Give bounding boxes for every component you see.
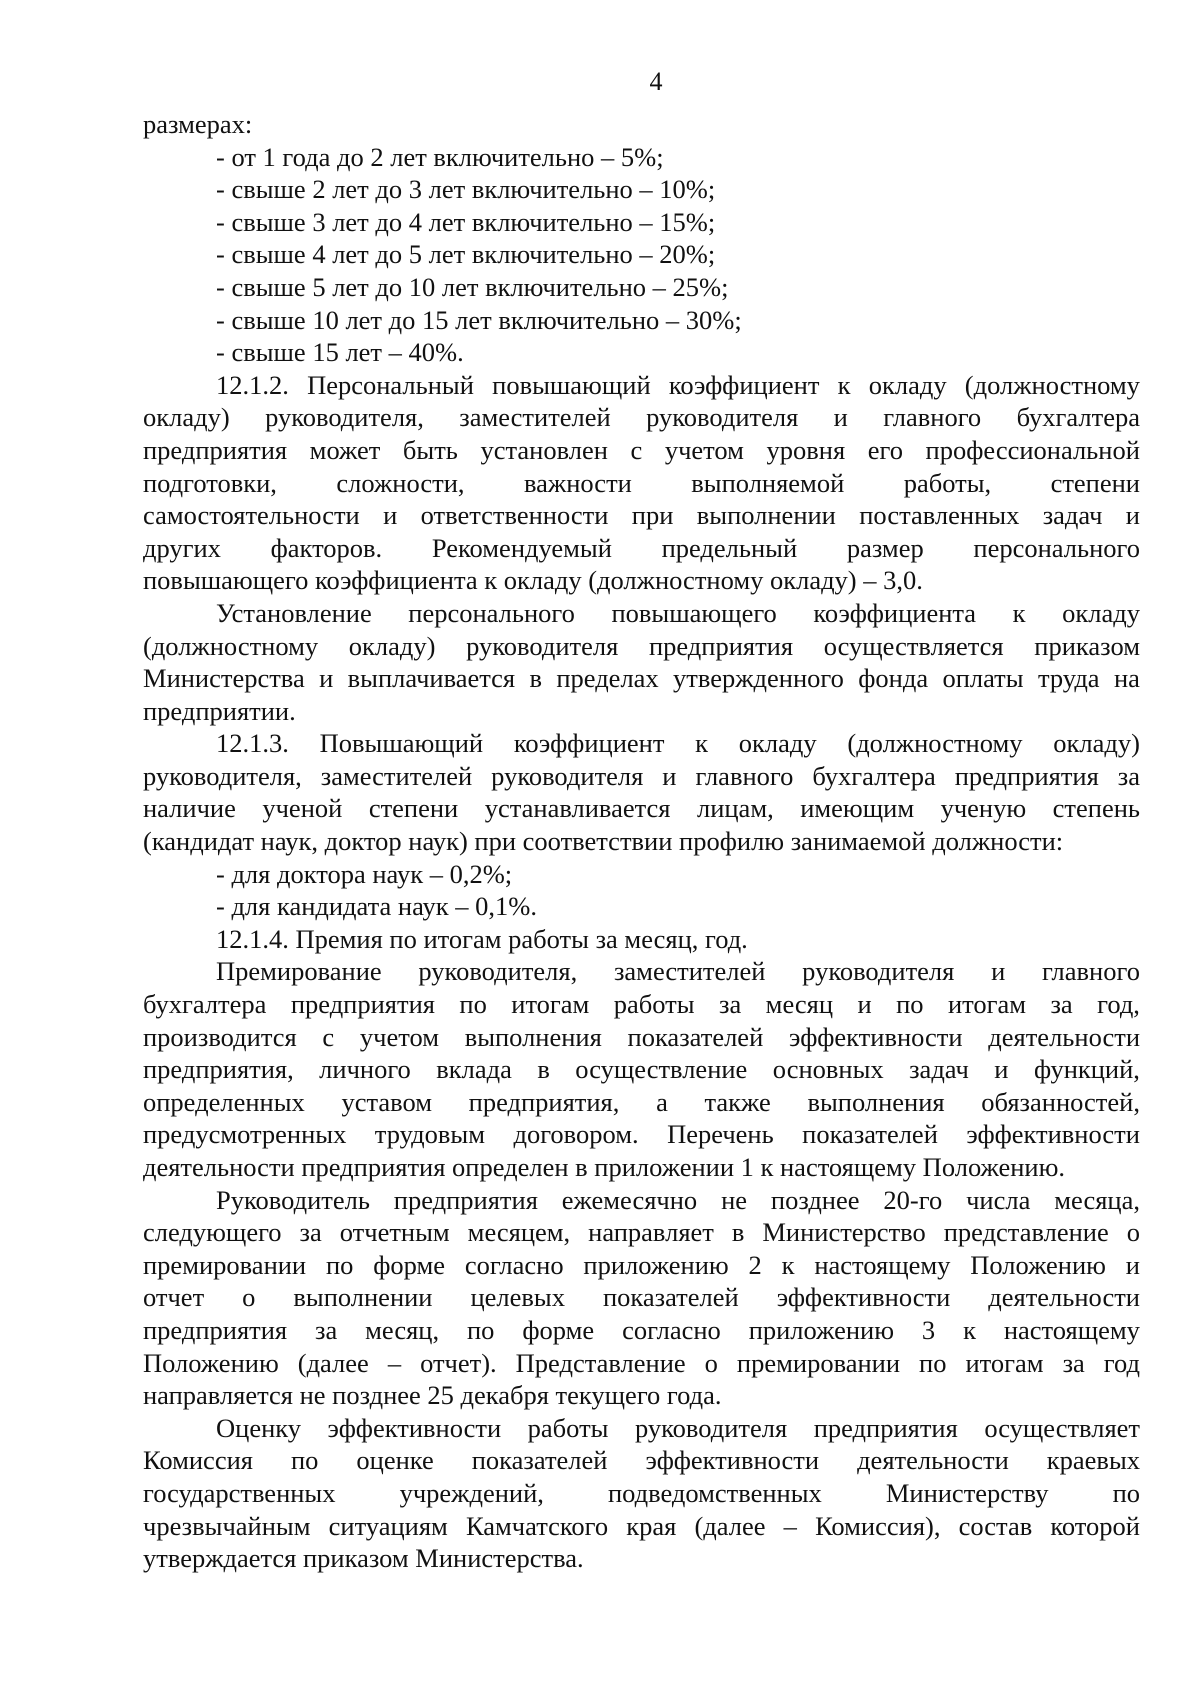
word: Установление [216, 597, 372, 628]
word: установлен [480, 434, 608, 465]
word: предприятия [290, 989, 435, 1020]
text-line [143, 1021, 1140, 1054]
word: направляет [588, 1217, 714, 1248]
word: по [325, 1249, 354, 1280]
word: деятельности [988, 1282, 1140, 1313]
word: Оценку [216, 1412, 302, 1443]
text-line [143, 1444, 1140, 1477]
word: а [656, 1086, 668, 1117]
paragraph-bonus-indicators [143, 955, 1140, 1183]
text-line [143, 1281, 1140, 1314]
word: коэффициент [513, 728, 665, 759]
word: предусмотренных [143, 1119, 347, 1150]
word: по [467, 1314, 495, 1345]
word: заместителей [613, 956, 766, 987]
word: осуществляет [984, 1412, 1140, 1443]
word: (далее [694, 1510, 766, 1541]
word: о [1126, 1217, 1140, 1248]
word: с [630, 434, 643, 465]
text-line [143, 1314, 1140, 1347]
word: к [695, 728, 709, 759]
word: 3 [921, 1314, 936, 1345]
word: факторов. [270, 532, 383, 563]
word: приложению [583, 1249, 729, 1280]
text-line: предприятии. [143, 695, 296, 726]
word: итогам [947, 989, 1027, 1020]
word: показателей [602, 1282, 739, 1313]
word: и [1125, 500, 1140, 531]
word: за [315, 1314, 338, 1345]
word: отчет). [420, 1347, 497, 1378]
word: его [867, 434, 903, 465]
word: бухгалтера [812, 760, 936, 791]
word: к [1012, 597, 1026, 628]
page-number: 4 [649, 67, 663, 96]
word: премировании [736, 1347, 901, 1378]
word: по [1112, 1477, 1140, 1508]
word: и [833, 402, 848, 433]
word: настоящему [1003, 1314, 1140, 1345]
word: важности [523, 467, 632, 498]
word: обязанностей, [981, 1086, 1140, 1117]
word: главного [883, 402, 982, 433]
word: месяцем, [467, 1217, 571, 1248]
word: и [383, 500, 398, 531]
word: производится [143, 1021, 297, 1052]
text-line [143, 1477, 1140, 1510]
word: окладу [738, 728, 817, 759]
word: окладу) [143, 402, 230, 433]
word: сложности, [336, 467, 465, 498]
word: итогам [511, 989, 590, 1020]
list-item: - свыше 2 лет до 3 лет включительно – 10%; [216, 174, 716, 205]
word: пределах [556, 663, 659, 694]
word: окладу [868, 369, 947, 400]
text-line [143, 532, 1140, 565]
word: осуществляется [823, 630, 1004, 661]
word: ежемесячно [561, 1184, 698, 1215]
word: персонального [973, 532, 1140, 563]
word: степень [1052, 793, 1140, 824]
degree-list [143, 858, 1140, 923]
word: согласно [622, 1314, 721, 1345]
text-line [143, 1510, 1140, 1543]
word: работы [613, 989, 695, 1020]
paragraph-12-1-3 [143, 727, 1140, 857]
word: показателей [627, 1021, 764, 1052]
word: предприятия, [468, 1086, 620, 1117]
word: в [529, 663, 542, 694]
text-line [143, 1118, 1140, 1151]
word: главного [695, 760, 794, 791]
word: к [837, 369, 851, 400]
word: не [721, 1184, 748, 1215]
word: отчет [143, 1282, 205, 1313]
word: выполняемой [691, 467, 845, 498]
word: наличие [143, 793, 236, 824]
word: руководителя [491, 760, 644, 791]
list-item: - свыше 15 лет – 40%. [216, 337, 464, 368]
word: к [963, 1314, 976, 1345]
word: представление [943, 1217, 1109, 1248]
word: эффективности [788, 1021, 963, 1052]
word: Камчатского [465, 1510, 609, 1541]
word: предельный [661, 532, 798, 563]
word: размер [846, 532, 924, 563]
text-line [143, 597, 1140, 630]
text-line [143, 662, 1140, 695]
word: к [781, 1249, 795, 1280]
word: договором. [513, 1119, 639, 1150]
word: имеющим [800, 793, 915, 824]
word: Комиссия), [815, 1510, 941, 1541]
list-item: - для кандидата наук – 0,1%. [216, 891, 537, 922]
word: эффективности [645, 1445, 820, 1476]
word: подготовки, [143, 467, 277, 498]
word: руководителя, [143, 760, 302, 791]
word: выполнения [464, 1021, 602, 1052]
word: бухгалтера [143, 989, 267, 1020]
word: фонда [858, 663, 929, 694]
word: форме [373, 1249, 446, 1280]
word: по [896, 989, 924, 1020]
word: и [857, 989, 872, 1020]
word: задач [1042, 500, 1103, 531]
word: ученую [940, 793, 1027, 824]
word: работы, [903, 467, 992, 498]
text-line [143, 727, 1140, 760]
word: государственных [143, 1477, 336, 1508]
word: (должностному [847, 728, 1023, 759]
word: Министерство [762, 1217, 926, 1248]
word: предприятия [143, 1314, 288, 1345]
word: может [309, 434, 381, 465]
word: целевых [470, 1282, 565, 1313]
word: личного [319, 1054, 411, 1085]
text-line: утверждается приказом Министерства. [143, 1543, 584, 1574]
list-item: - для доктора наук – 0,2%; [216, 858, 513, 889]
word: 12.1.2. [216, 369, 289, 400]
word: уровня [766, 434, 846, 465]
word: месяц, [365, 1314, 440, 1345]
word: Положению [143, 1347, 279, 1378]
word: осуществление [575, 1054, 748, 1085]
word: Рекомендуемый [431, 532, 612, 563]
word: ответственности [420, 500, 609, 531]
intro-line: размерах: [143, 109, 253, 139]
word: отчетным [339, 1217, 450, 1248]
word: чрезвычайным [143, 1510, 311, 1541]
word: Министерства [143, 663, 305, 694]
list-item: - свыше 5 лет до 10 лет включительно – 25%; [216, 271, 729, 302]
word: повышающий [492, 369, 651, 400]
text-line [143, 1347, 1140, 1380]
word: окладу) [1053, 728, 1140, 759]
word: Премирование [216, 956, 382, 987]
word: края [626, 1510, 677, 1541]
word: заместителей [459, 402, 611, 433]
text-line [143, 1053, 1140, 1086]
text-line [143, 499, 1140, 532]
word: 12.1.3. [216, 728, 289, 759]
word: за [1117, 760, 1140, 791]
word: премировании [143, 1249, 307, 1280]
word: и [1125, 1249, 1140, 1280]
text-line [143, 955, 1140, 988]
paragraph-commission [143, 1412, 1140, 1575]
word: уставом [341, 1086, 432, 1117]
word: и [319, 663, 334, 694]
word: ученой [262, 793, 343, 824]
word: деятельности [857, 1445, 1009, 1476]
word: трудовым [374, 1119, 486, 1150]
word: устанавливается [484, 793, 671, 824]
word: форме [522, 1314, 595, 1345]
tenure-list [143, 141, 1140, 369]
word: согласно [464, 1249, 564, 1280]
word: главного [1042, 956, 1140, 987]
text-line [143, 1412, 1140, 1445]
text-line [143, 401, 1140, 434]
word: оплаты [942, 663, 1024, 694]
word: степени [368, 793, 459, 824]
paragraph-monthly-report [143, 1184, 1140, 1412]
text-line: повышающего коэффициента к окладу (должностному окладу) – 3,0. [143, 565, 923, 596]
word: персонального [408, 597, 575, 628]
word: за [299, 1217, 322, 1248]
word: руководителя, [418, 956, 578, 987]
word: по [919, 1347, 947, 1378]
word: выполнения [807, 1086, 945, 1117]
word: эффективности [966, 1119, 1140, 1150]
word: выплачивается [347, 663, 516, 694]
word: позднее [770, 1184, 860, 1215]
word: окладу) [348, 630, 436, 661]
word: учреждений, [399, 1477, 544, 1508]
word: профессиональной [925, 434, 1140, 465]
word: степени [1050, 467, 1140, 498]
word: – [387, 1347, 402, 1378]
word: за [1062, 1347, 1085, 1378]
word: ситуациям [328, 1510, 448, 1541]
word: предприятия [143, 434, 288, 465]
text-line: направляется не позднее 25 декабря текущего года. [143, 1380, 722, 1411]
text-line [143, 369, 1140, 402]
word: следующего [143, 1217, 282, 1248]
word: бухгалтера [1016, 402, 1140, 433]
word: выполнении [696, 500, 836, 531]
word: о [242, 1282, 256, 1313]
word: руководителя [466, 630, 619, 661]
word: труда [1037, 663, 1100, 694]
text-line [143, 988, 1140, 1021]
word: которой [1050, 1510, 1140, 1541]
word: предприятия [954, 760, 1099, 791]
word: и [662, 760, 677, 791]
word: за [1050, 989, 1073, 1020]
word: за [719, 989, 742, 1020]
text-line [143, 1216, 1140, 1249]
list-item: - от 1 года до 2 лет включительно – 5%; [216, 141, 664, 172]
word: предприятия [813, 1412, 958, 1443]
word: предприятия [393, 1184, 538, 1215]
word: работы [527, 1412, 609, 1443]
word: руководителя [802, 956, 955, 987]
word: месяц [765, 989, 833, 1020]
text-line: деятельности предприятия определен в приложении 1 к настоящему Положению. [143, 1152, 1066, 1182]
word: Персональный [307, 369, 474, 400]
word: год [1103, 1347, 1140, 1378]
word: показателей [471, 1445, 608, 1476]
word: краевых [1046, 1445, 1140, 1476]
word: вклада [436, 1054, 512, 1085]
word: функций, [1033, 1054, 1140, 1085]
word: числа [966, 1184, 1031, 1215]
word: задач [909, 1054, 969, 1085]
word: коэффициента [813, 597, 977, 628]
word: предприятия, [143, 1054, 294, 1085]
word: также [704, 1086, 771, 1117]
word: эффективности [327, 1412, 502, 1443]
paragraph-personal-coefficient-order [143, 597, 1140, 727]
word: основных [772, 1054, 884, 1085]
word: заместителей [320, 760, 473, 791]
word: руководителя, [265, 402, 424, 433]
list-item: - свыше 10 лет до 15 лет включительно – 30%; [216, 304, 742, 335]
word: определенных [143, 1086, 305, 1117]
word: Министерству [885, 1477, 1049, 1508]
word: приказом [1034, 630, 1140, 661]
word: (должностному [143, 630, 319, 661]
word: самостоятельности [143, 500, 360, 531]
word: при [631, 500, 674, 531]
list-item: - свыше 3 лет до 4 лет включительно – 15%; [216, 206, 716, 237]
text-line [143, 1086, 1140, 1119]
word: настоящему [814, 1249, 951, 1280]
word: – [783, 1510, 797, 1541]
word: о [704, 1347, 718, 1378]
word: руководителя [634, 1412, 788, 1443]
text-line [143, 760, 1140, 793]
word: повышающего [611, 597, 777, 628]
document-body [143, 108, 1140, 1575]
word: эффективности [776, 1282, 951, 1313]
word: Положению [970, 1249, 1106, 1280]
word: состав [958, 1510, 1033, 1541]
word: по [290, 1445, 319, 1476]
word: показателей [802, 1119, 938, 1150]
list-item: - свыше 4 лет до 5 лет включительно – 20%; [216, 239, 716, 270]
word: Руководитель [216, 1184, 370, 1215]
word: и [994, 1054, 1009, 1085]
word: 2 [748, 1249, 762, 1280]
word: быть [402, 434, 458, 465]
text-line [143, 1184, 1140, 1217]
word: месяца, [1054, 1184, 1140, 1215]
word: оценке [356, 1445, 434, 1476]
word: 20-го [883, 1184, 943, 1215]
text-line [143, 434, 1140, 467]
word: выполнении [293, 1282, 433, 1313]
word: Перечень [667, 1119, 774, 1150]
word: руководителя [646, 402, 799, 433]
word: лицам, [696, 793, 774, 824]
paragraph-12-1-2 [143, 369, 1140, 597]
word: подведомственных [607, 1477, 822, 1508]
text-line [143, 1249, 1140, 1282]
word: приложению [748, 1314, 894, 1345]
text-line [143, 630, 1140, 663]
word: с [322, 1021, 335, 1052]
word: поставленных [859, 500, 1020, 531]
word: по [459, 989, 487, 1020]
word: в [731, 1217, 745, 1248]
word: год, [1097, 989, 1140, 1020]
word: Повышающий [319, 728, 484, 759]
word: окладу [1062, 597, 1140, 628]
text-line [143, 792, 1140, 825]
word: коэффициент [668, 369, 820, 400]
word: на [1113, 663, 1140, 694]
word: в [537, 1054, 550, 1085]
word: итогам [965, 1347, 1044, 1378]
section-heading-12-1-4: 12.1.4. Премия по итогам работы за месяц, год. [216, 923, 748, 954]
word: Комиссия [143, 1445, 253, 1476]
word: учетом [359, 1021, 439, 1052]
text-line: (кандидат наук, доктор наук) при соответствии профилю занимаемой должности: [143, 826, 1064, 857]
word: деятельности [988, 1021, 1140, 1052]
word: (далее [297, 1347, 369, 1378]
word: Представление [515, 1347, 686, 1378]
word: и [991, 956, 1006, 987]
word: утвержденного [673, 663, 844, 694]
word: (должностному [964, 369, 1140, 400]
word: других [143, 532, 221, 563]
word: учетом [664, 434, 744, 465]
word: предприятия [648, 630, 794, 661]
text-line [143, 467, 1140, 500]
